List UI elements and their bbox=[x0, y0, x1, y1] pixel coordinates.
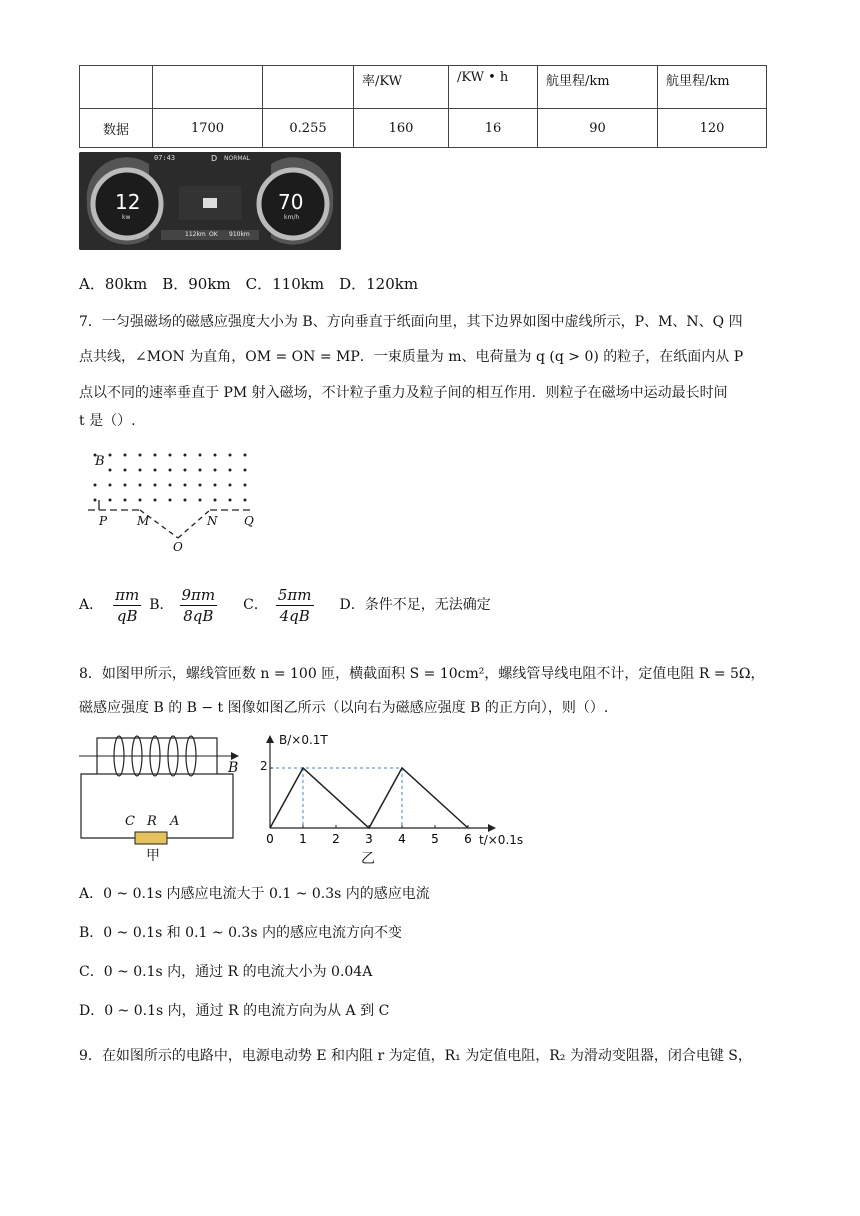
field-dot bbox=[244, 454, 247, 457]
label-A: A bbox=[170, 814, 180, 829]
q8-option-a: A．0 ~ 0.1s 内感应电流大于 0.1 ~ 0.3s 内的感应电流 bbox=[79, 886, 430, 902]
field-dot bbox=[244, 499, 247, 502]
speed-unit: km/h bbox=[284, 214, 300, 221]
x-axis-arrow-icon bbox=[488, 824, 496, 832]
field-dot bbox=[184, 469, 187, 472]
q7-options bbox=[79, 583, 491, 627]
table-cell: 160 bbox=[354, 109, 449, 148]
q7-a-den: qB bbox=[116, 606, 138, 625]
q7-line3: 点以不同的速率垂直于 PM 射入磁场，不计粒子重力及粒子间的相互作用．则粒子在磁场中运动最长时间 bbox=[79, 385, 728, 401]
label-P: P bbox=[99, 514, 108, 528]
q9-line1: 9．在如图所示的电路中，电源电动势 E 和内阻 r 为定值，R₁ 为定值电阻，R₂ 为滑动变阻器，闭合电键 S， bbox=[79, 1048, 752, 1064]
bt-series-line bbox=[270, 768, 468, 828]
field-dot bbox=[154, 454, 157, 457]
field-dot bbox=[139, 454, 142, 457]
q8-option-d: D．0 ~ 0.1s 内，通过 R 的电流方向为从 A 到 C bbox=[79, 1003, 390, 1019]
q7-b-den: 8qB bbox=[183, 606, 214, 625]
table-cell: 1700 bbox=[153, 109, 263, 148]
field-dot bbox=[154, 499, 157, 502]
field-dot bbox=[109, 454, 112, 457]
field-dot bbox=[124, 454, 127, 457]
label-M: M bbox=[137, 514, 150, 528]
field-dot bbox=[199, 469, 202, 472]
speed-value: 70 bbox=[278, 190, 304, 214]
x-tick-label: 3 bbox=[365, 832, 373, 846]
label-B: B bbox=[95, 454, 105, 469]
field-dot bbox=[109, 484, 112, 487]
table-cell bbox=[153, 66, 263, 109]
field-dot bbox=[169, 484, 172, 487]
table-cell: 航里程/km bbox=[538, 66, 658, 109]
q6-options: A．80km B．90km C．110km D．120km bbox=[79, 275, 419, 293]
q8-line1: 8．如图甲所示，螺线管匝数 n = 100 匝，横截面积 S = 10cm²，螺线管导线电阻不计，定值电阻 R = 5Ω， bbox=[79, 666, 765, 682]
q7-option-c-label: C． bbox=[243, 597, 268, 613]
dash-time: 07:43 bbox=[154, 154, 176, 162]
magnetic-field-figure bbox=[85, 448, 265, 558]
field-dot bbox=[229, 499, 232, 502]
field-dot bbox=[229, 454, 232, 457]
odo-left: 112km bbox=[185, 231, 206, 238]
table-cell: 90 bbox=[538, 109, 658, 148]
q7-option-d: D．条件不足，无法确定 bbox=[339, 597, 491, 613]
field-dot bbox=[244, 484, 247, 487]
table-cell: 16 bbox=[449, 109, 538, 148]
label-C: C bbox=[125, 814, 135, 829]
field-dot bbox=[214, 499, 217, 502]
q7-option-b-label: B． bbox=[149, 597, 174, 613]
field-dot bbox=[109, 469, 112, 472]
label-B-arrow: B bbox=[228, 760, 239, 776]
field-dot bbox=[124, 484, 127, 487]
field-dot bbox=[139, 499, 142, 502]
bt-graph bbox=[256, 732, 526, 867]
q7-b-num: 9πm bbox=[181, 585, 216, 604]
field-dot bbox=[229, 469, 232, 472]
q8-line2: 磁感应强度 B 的 B − t 图像如图乙所示（以向右为磁感应强度 B 的正方向），则（）. bbox=[79, 700, 609, 716]
table-cell: 航里程/km bbox=[658, 66, 767, 109]
x-tick-label: 1 bbox=[299, 832, 307, 846]
field-dot bbox=[199, 484, 202, 487]
field-dot bbox=[199, 499, 202, 502]
label-Q: Q bbox=[244, 514, 254, 528]
q7-line2: 点共线，∠MON 为直角，OM = ON = MP．一束质量为 m、电荷量为 q (q > 0) 的粒子，在纸面内从 P bbox=[79, 349, 744, 365]
table-cell: /KW • h bbox=[449, 66, 538, 109]
field-dot bbox=[139, 469, 142, 472]
caption-yi: 乙 bbox=[361, 851, 375, 867]
field-dot bbox=[124, 469, 127, 472]
solenoid-circuit-figure bbox=[79, 734, 249, 862]
car-icon bbox=[203, 198, 217, 208]
power-unit: kw bbox=[122, 214, 131, 221]
field-dot bbox=[154, 484, 157, 487]
table-cell: 率/KW bbox=[354, 66, 449, 109]
field-dot bbox=[229, 484, 232, 487]
x-tick-label: 6 bbox=[464, 832, 472, 846]
dash-mode: NORMAL bbox=[224, 155, 251, 162]
y-axis-label: B/×0.1T bbox=[279, 733, 328, 747]
y-axis-arrow-icon bbox=[266, 735, 274, 743]
field-dot bbox=[199, 454, 202, 457]
y-tick-label: 2 bbox=[260, 759, 268, 773]
table-cell: 120 bbox=[658, 109, 767, 148]
x-tick-label: 0 bbox=[266, 832, 274, 846]
x-tick-label: 4 bbox=[398, 832, 406, 846]
odo-right: 910km bbox=[229, 231, 250, 238]
field-dot bbox=[109, 499, 112, 502]
table-cell bbox=[263, 66, 354, 109]
q7-c-den: 4qB bbox=[279, 606, 310, 625]
field-dot bbox=[214, 484, 217, 487]
field-dot bbox=[169, 469, 172, 472]
field-dot bbox=[124, 499, 127, 502]
field-dot bbox=[169, 454, 172, 457]
field-dot bbox=[169, 499, 172, 502]
dash-gear: D bbox=[211, 154, 218, 163]
x-tick-label: 5 bbox=[431, 832, 439, 846]
q8-option-b: B．0 ~ 0.1s 和 0.1 ~ 0.3s 内的感应电流方向不变 bbox=[79, 925, 402, 941]
power-value: 12 bbox=[115, 190, 141, 214]
q7-option-a-label: A． bbox=[79, 597, 104, 613]
field-dot bbox=[94, 484, 97, 487]
caption-jia: 甲 bbox=[146, 848, 160, 864]
label-O: O bbox=[173, 540, 183, 554]
x-tick-label: 2 bbox=[332, 832, 340, 846]
q7-line4: t 是（）. bbox=[79, 413, 136, 429]
data-table bbox=[79, 65, 767, 148]
table-cell: 数据 bbox=[80, 109, 153, 148]
q8-option-c: C．0 ~ 0.1s 内，通过 R 的电流大小为 0.04A bbox=[79, 964, 373, 980]
field-dot bbox=[214, 454, 217, 457]
q7-a-num: πm bbox=[115, 585, 140, 604]
q7-c-num: 5πm bbox=[277, 585, 312, 604]
field-dot bbox=[184, 499, 187, 502]
dash-status: OK bbox=[209, 231, 218, 238]
field-dot bbox=[139, 484, 142, 487]
table-row bbox=[80, 109, 767, 148]
table-header-row bbox=[80, 66, 767, 109]
label-R: R bbox=[147, 814, 157, 829]
x-axis-label: t/×0.1s bbox=[479, 833, 524, 847]
dashboard-photo bbox=[79, 152, 341, 250]
field-dot bbox=[184, 454, 187, 457]
field-dot bbox=[184, 484, 187, 487]
table-cell bbox=[80, 66, 153, 109]
field-dot bbox=[94, 499, 97, 502]
field-dot bbox=[154, 469, 157, 472]
q7-line1: 7．一匀强磁场的磁感应强度大小为 B、方向垂直于纸面向里，其下边界如图中虚线所示，P、M、N、Q 四 bbox=[79, 314, 743, 330]
table-cell: 0.255 bbox=[263, 109, 354, 148]
field-dot bbox=[244, 469, 247, 472]
field-dot bbox=[214, 469, 217, 472]
label-N: N bbox=[207, 514, 218, 528]
